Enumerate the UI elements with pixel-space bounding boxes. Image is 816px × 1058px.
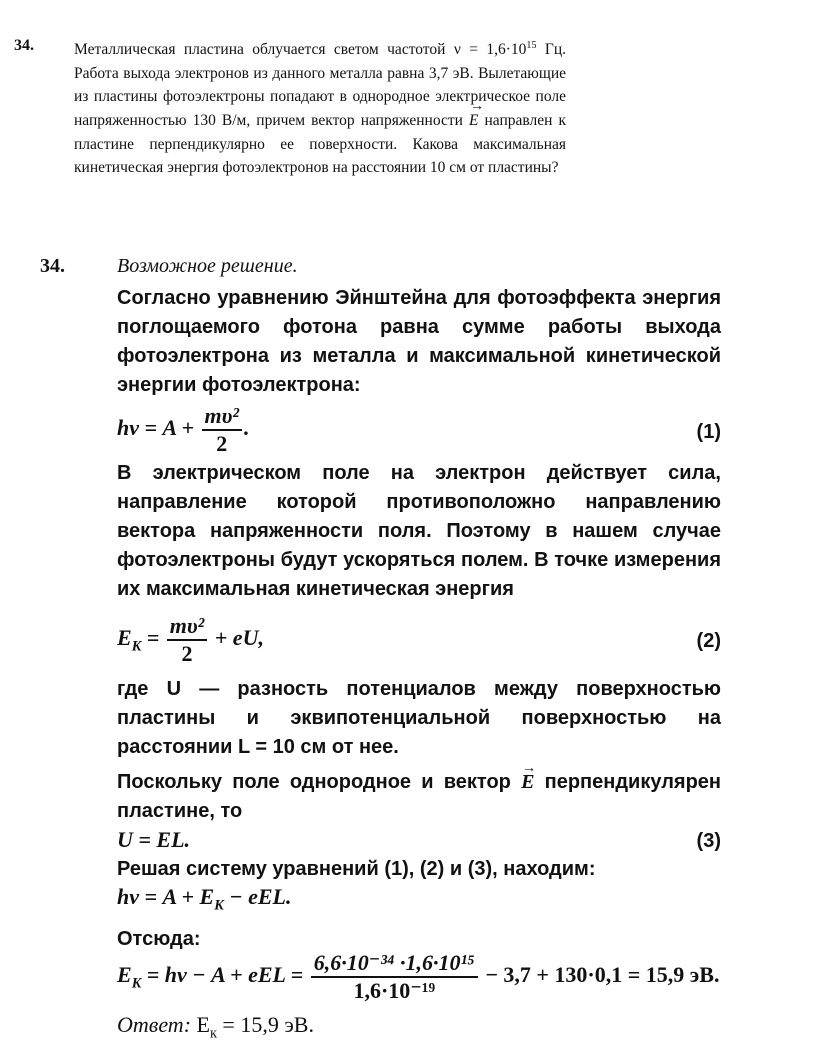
answer: Ответ: $E_к = 15,9$ эВ. [117, 1012, 314, 1042]
problem-number: 34. [14, 37, 34, 54]
problem-text: Металлическая пластина облучается светом частотой $\nu = 1,6\cdot 10^{15}$ Гц. Работа выхода электронов из данного металла равна 3,7 эВ. Вылетающие из пластины фотоэлектроны попадают в однородное электрическое поле напряженностью 130 В/м, причем вектор напряженности → E направлен к пластине перпендикулярно ее поверхности. Какова максимальная кинетическая энергия фотоэлектронов на расстоянии 10 см от пластины? [74, 34, 566, 180]
solution-paragraph-2: В электрическом поле на электрон действует сила, направление которой противоположно направлению вектора напряженности поля. Поэтому в нашем случае фотоэлектроны будут ускоряться полем. В точке измерения их максимальная кинетическая энергия [117, 462, 721, 600]
solution-paragraph-6: Отсюда: [117, 928, 201, 950]
solution-heading: Возможное решение. [117, 255, 298, 277]
equation-1: hν = A + $\frac{\text{mυ²}}{2}$ . [117, 403, 250, 456]
solution-paragraph-3: где U — разность потенциалов между поверхностью пластины и эквипотенциальной поверхностью на расстоянии L = 10 см от нее. [117, 678, 721, 758]
vector-e-symbol: → E [469, 109, 478, 133]
solution-paragraph-4: Поскольку поле однородное и вектор → E перпендикулярен пластине, то [117, 768, 721, 826]
equation-3: U = EL. [117, 827, 191, 852]
equation-3-number: (3) [696, 830, 721, 852]
solution-paragraph-5: Решая систему уравнений (1), (2) и (3), находим: [117, 858, 596, 880]
vector-e-symbol: → E [521, 768, 534, 797]
solution-number: 34. [40, 255, 65, 277]
equation-2: $E_K$ = $\frac{\text{mυ²}}{2}$ + eU, [117, 613, 264, 666]
equation-5: $E_K = h\nu - A$ + eEL = $\frac{\text{6,6·10⁻³⁴ ·1,6·10¹⁵}}{\text{1,6·10⁻¹⁹}}$ − 3,7 + 130·0,1 = 15,9 эВ. [117, 950, 720, 1003]
equation-2-number: (2) [696, 630, 721, 652]
equation-4: $h\nu = A + E_K$ − eEL. [117, 884, 292, 914]
equation-1-number: (1) [696, 421, 721, 443]
solution-paragraph-1: Согласно уравнению Эйнштейна для фотоэффекта энергия поглощаемого фотона равна сумме работы выхода фотоэлектрона из металла и максимальной кинетической энергии фотоэлектрона: [117, 287, 721, 396]
